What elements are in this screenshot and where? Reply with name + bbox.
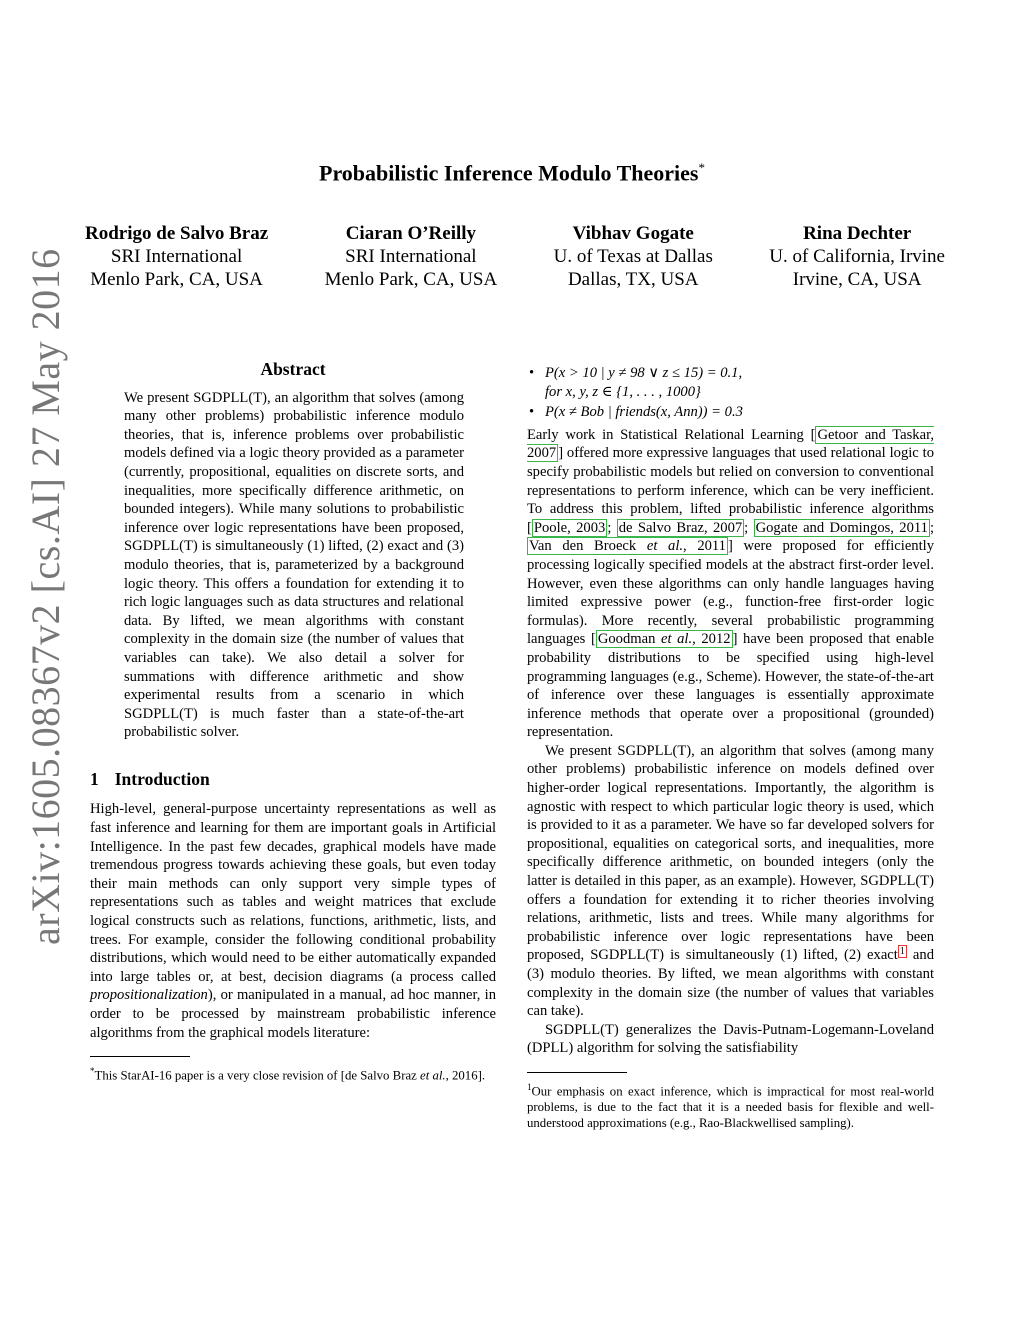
- text-span: We present SGDPLL(T), an algorithm that solves (among many other problems) probabilistic inference on models defined over higher-order logical representations. Importantly, the algorithm is agnostic with respect to which particular logic theory is used, which is provided to it as a parameter. We have so far developed solvers for propositional, equalities on categorical sorts, and inequalities, more specifically difference arithmetic, on bounded integers (only the latter is detailed in this paper, as an example). However, SGDPLL(T) offers a foundation for extending it to richer theories involving relations, arithmetic, lists and trees. While many algorithms for probabilistic inference over logic representations have been proposed, SGDPLL(T) is simultaneously (1) lifted, (2) exact: [527, 742, 934, 964]
- text-span: Our emphasis on exact inference, which is impractical for most real-world problems, is due to the fact that it is a needed basis for flexible and well-understood approximations (e.g., Rao-Blackwellised sampling).: [527, 1084, 934, 1131]
- formula-domain: for x, y, z ∈ {1, . . . , 1000}: [545, 383, 701, 400]
- author-2: [325, 222, 498, 291]
- section-number: 1: [90, 768, 99, 789]
- section-title: Introduction: [114, 768, 210, 789]
- text-span: ] offered more expressive languages that used relational logic to specify probabilistic models but relied on conversion to conventional representations to perform inference, which can be very inefficient. To address this problem, lifted probabilistic inference algorithms [: [527, 445, 934, 536]
- footnote-link[interactable]: 1: [899, 945, 905, 957]
- example-item-2: [527, 403, 934, 422]
- emphasis-text: et al.: [420, 1068, 446, 1083]
- text-span: ;: [607, 519, 617, 536]
- citation-link[interactable]: [527, 537, 728, 555]
- paper-title: [0, 160, 1024, 186]
- text-span: and (3) modulo theories. By lifted, we mean algorithms with constant complexity in the domain size (the number of values that variables can take).: [527, 947, 934, 1020]
- footnote-rule: [527, 1072, 627, 1073]
- abstract-text: We present SGDPLL(T), an algorithm that solves (among many other problems) probabilistic inference modulo theories, that is, inference problems over probabilistic models defined via a logic theory provided as a parameter (currently, propositional, equalities on discrete sorts, and inequalities, more specifically difference arithmetic, on bounded integers). While many solutions to probabilistic inference over logic representations have been proposed, SGDPLL(T) is simultaneously (1) lifted, (2) exact and (3) modulo theories, that is, parameterized by a background logic theory. This offers a foundation for extending it to rich logic languages such as data structures and relational data. By lifted, we mean algorithms with constant complexity in the domain size (the number of values that variables can take). We also detail a solver for summations with difference arithmetic and show experimental results from a scenario in which SGDPLL(T) is much faster than a state-of-the-art probabilistic solver.: [124, 389, 464, 741]
- text-span: ] were proposed for efficiently processing logically specified models at the abstract first-order level. However, even these algorithms can only handle languages having limited expressive power (e.g., function-free first-order logic formulas). More recently, several probabilistic programming languages [: [527, 538, 934, 648]
- author-location: Irvine, CA, USA: [792, 269, 922, 290]
- author-list: [85, 222, 945, 291]
- section-heading-introduction: [90, 770, 496, 789]
- author-name: Vibhav Gogate: [572, 223, 694, 244]
- text-span: Van den Broeck: [529, 538, 647, 555]
- author-4: [769, 222, 945, 291]
- text-span: High-level, general-purpose uncertainty representations as well as fast inference and learning for them are important goals in Artificial Intelligence. In the past few decades, graphical models have made tremendous progress towards achieving these goals, but even today their main methods can only support very simple types of representations such as tables and weight matrices that exclude logical constructs such as relations, functions, arithmetic, lists, and trees. For example, consider the following conditional probability distributions, which would need to be either automatically expanded into large tables or, at best, decision diagrams (a process called: [90, 801, 496, 985]
- text-span: , 2016].: [445, 1068, 486, 1083]
- title-footnote-mark: *: [698, 160, 705, 175]
- footnote-mark: *: [90, 1066, 95, 1077]
- text-span: , 2011: [683, 538, 726, 555]
- author-1: [85, 222, 268, 291]
- author-affiliation: SRI International: [345, 246, 477, 267]
- citation-link[interactable]: Gogate and Domingos, 2011: [755, 519, 928, 536]
- author-name: Ciaran O’Reilly: [345, 223, 477, 244]
- contribution-paragraph: [527, 742, 934, 1021]
- author-affiliation: SRI International: [110, 246, 243, 267]
- abstract-heading: Abstract: [260, 359, 326, 379]
- text-span: ;: [744, 519, 754, 536]
- intro-paragraph: [90, 800, 496, 1042]
- title-footnote: [90, 1063, 496, 1083]
- example-list: [527, 364, 934, 422]
- dpll-paragraph: SGDPLL(T) generalizes the Davis-Putnam-Logemann-Loveland (DPLL) algorithm for solving the satisfiability: [527, 1021, 934, 1057]
- citation-link[interactable]: [596, 630, 733, 648]
- right-column: [527, 360, 934, 1131]
- text-span: This StarAI-16 paper is a very close revision of [de Salvo Braz: [94, 1068, 421, 1083]
- left-column: [90, 360, 496, 1083]
- citation-link[interactable]: Getoor and Taskar, 2007: [527, 426, 934, 462]
- text-span: Early work in Statistical Relational Learning [: [527, 426, 816, 443]
- paper-title-text: Probabilistic Inference Modulo Theories: [319, 160, 699, 186]
- author-affiliation: U. of California, Irvine: [769, 246, 945, 267]
- author-name: Rodrigo de Salvo Braz: [85, 223, 269, 244]
- emphasis-text: et al.: [660, 631, 693, 648]
- text-span: ;: [929, 519, 935, 536]
- author-location: Menlo Park, CA, USA: [324, 269, 498, 290]
- formula: P(x > 10 | y ≠ 98 ∨ z ≤ 15) = 0.1,: [545, 365, 743, 381]
- text-span: ] have been proposed that enable probability distributions to be specified using high-level programming languages (e.g., Scheme). However, the state-of-the-art of inference over these languages is essentially approximate inference methods that operate over a propositional (grounded) representation.: [527, 631, 934, 741]
- footnote-mark: 1: [527, 1081, 532, 1092]
- author-location: Menlo Park, CA, USA: [90, 269, 263, 290]
- example-item-1: [527, 364, 934, 401]
- author-3: [554, 222, 713, 291]
- formula: P(x ≠ Bob | friends(x, Ann)) = 0.3: [545, 404, 743, 421]
- author-location: Dallas, TX, USA: [567, 269, 699, 290]
- text-span: Goodman: [597, 631, 661, 648]
- text-span: , 2012: [692, 631, 731, 648]
- footnote-rule: [90, 1056, 190, 1057]
- citation-link[interactable]: Poole, 2003: [533, 519, 606, 536]
- text-span: ), or manipulated in a manual, ad hoc manner, in order to be processed by mainstream probabilistic inference algorithms from the graphical models literature:: [90, 987, 496, 1041]
- emphasis-text: propositionalization: [90, 987, 208, 1004]
- author-affiliation: U. of Texas at Dallas: [553, 246, 713, 267]
- arxiv-stamp: arXiv:1605.08367v2 [cs.AI] 27 May 2016: [23, 248, 68, 945]
- citation-link[interactable]: de Salvo Braz, 2007: [618, 519, 743, 536]
- related-work-paragraph: [527, 426, 934, 742]
- author-name: Rina Dechter: [803, 223, 912, 244]
- emphasis-text: et al.: [646, 538, 684, 555]
- exact-inference-footnote: [527, 1079, 934, 1131]
